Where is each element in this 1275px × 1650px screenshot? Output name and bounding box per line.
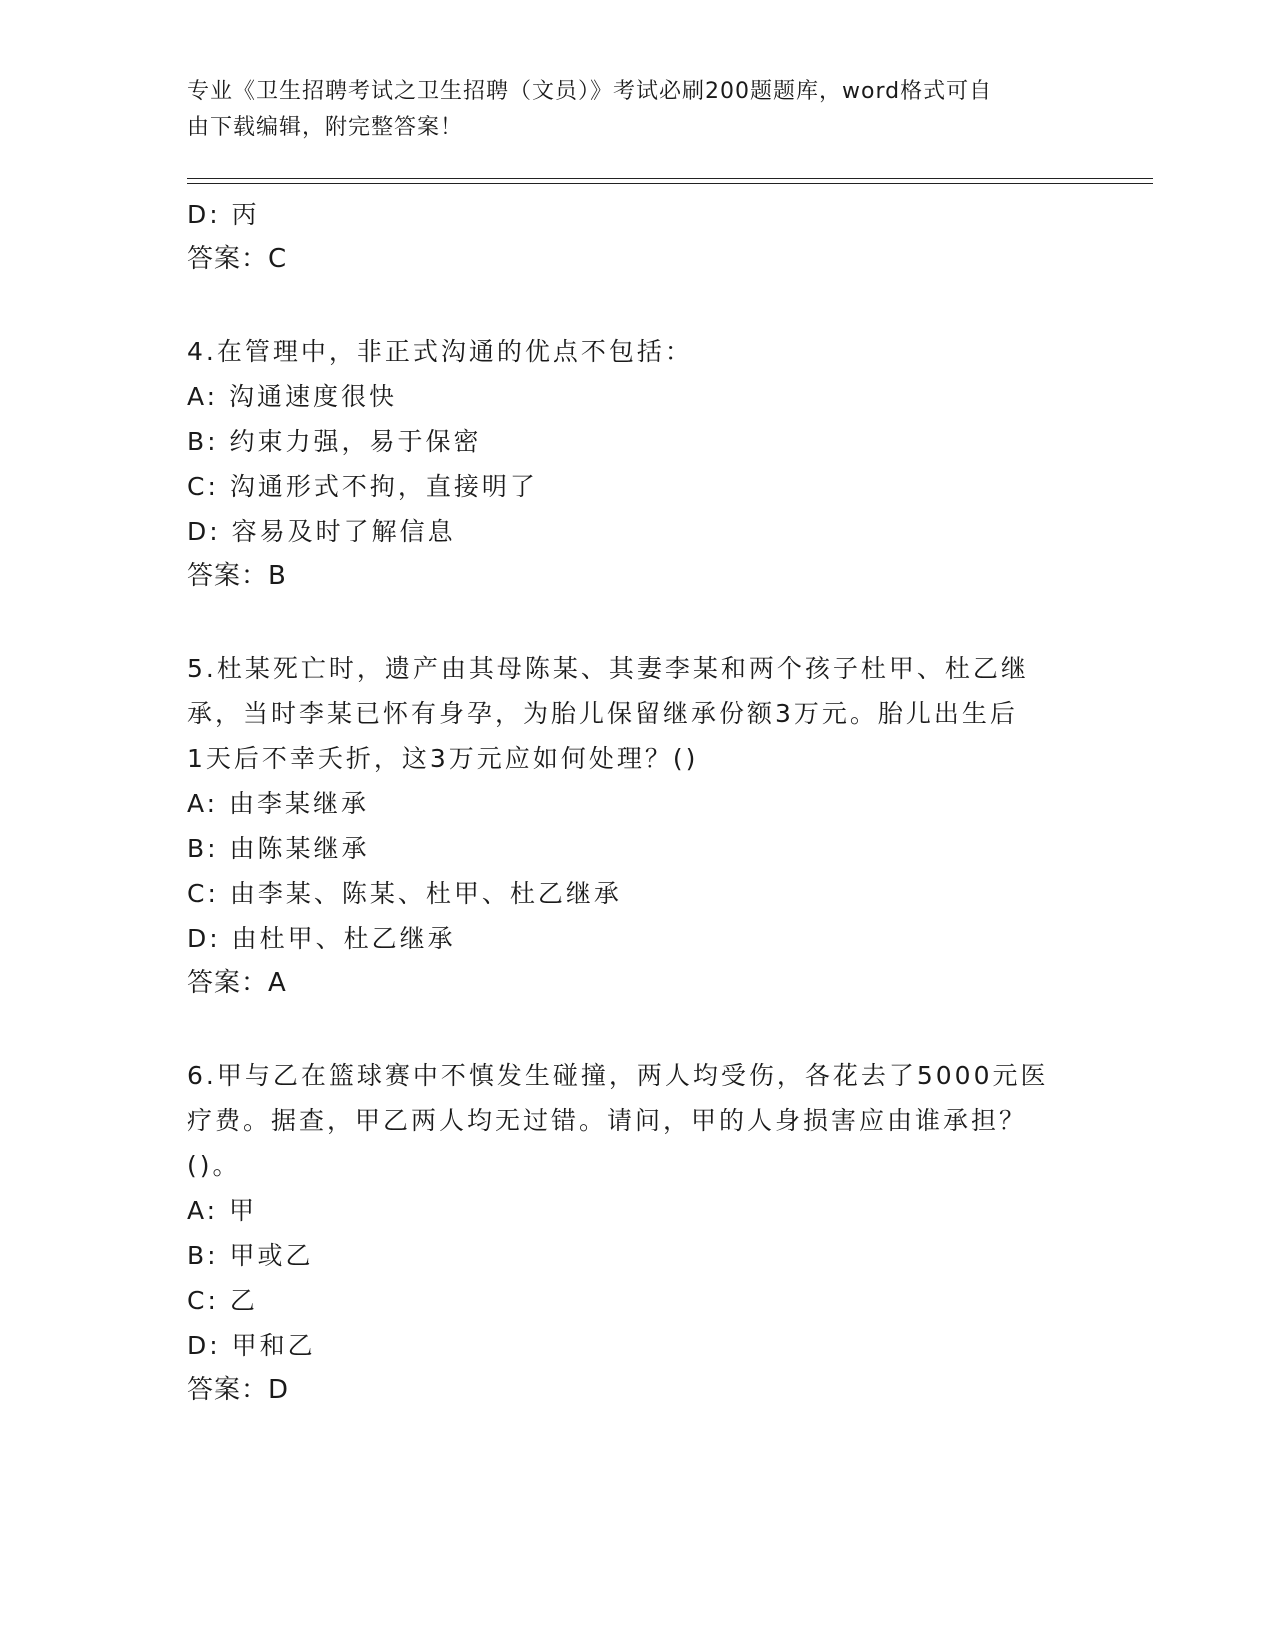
answer: 答案：C [187, 244, 288, 274]
option-d: D: 容易及时了解信息 [187, 517, 456, 546]
answer: 答案：A [187, 968, 287, 998]
page-header [187, 74, 1067, 146]
question-text-line-2: 疗费。据查，甲乙两人均无过错。请问，甲的人身损害应由谁承担？ [187, 1106, 1028, 1135]
answer: 答案：D [187, 1375, 290, 1405]
question-text-line-3: 1天后不幸夭折，这3万元应如何处理？() [187, 744, 699, 773]
option-a: A: 沟通速度很快 [187, 382, 398, 411]
question-text-line-2: 承，当时李某已怀有身孕，为胎儿保留继承份额3万元。胎儿出生后 [187, 699, 1018, 728]
option-c: C: 由李某、陈某、杜甲、杜乙继承 [187, 879, 622, 908]
option-d: D: 甲和乙 [187, 1331, 316, 1360]
header-divider-bottom [187, 183, 1153, 184]
question-text-line-1: 6.甲与乙在篮球赛中不慎发生碰撞，两人均受伤，各花去了5000元医 [187, 1061, 1049, 1090]
header-divider-top [187, 178, 1153, 179]
header-line-2: 由下载编辑，附完整答案！ [187, 115, 464, 140]
question-text: 4.在管理中，非正式沟通的优点不包括： [187, 337, 693, 366]
option-a: A: 由李某继承 [187, 789, 370, 818]
question-5 [187, 646, 1087, 1006]
header-line-1: 专业《卫生招聘考试之卫生招聘（文员）》考试必刷200题题库，word格式可自 [187, 79, 993, 104]
option-b: B: 约束力强，易于保密 [187, 427, 482, 456]
question-text-line-3: ()。 [187, 1151, 241, 1180]
question-4 [187, 329, 1087, 599]
document-body [187, 192, 1087, 1413]
question-6 [187, 1053, 1087, 1413]
option-a: A: 甲 [187, 1196, 258, 1225]
option-d: D: 丙 [187, 200, 260, 229]
option-b: B: 甲或乙 [187, 1241, 314, 1270]
option-b: B: 由陈某继承 [187, 834, 370, 863]
question-text-line-1: 5.杜某死亡时，遗产由其母陈某、其妻李某和两个孩子杜甲、杜乙继 [187, 654, 1029, 683]
option-d: D: 由杜甲、杜乙继承 [187, 924, 456, 953]
answer: 答案：B [187, 561, 287, 591]
option-c: C: 乙 [187, 1286, 258, 1315]
option-c: C: 沟通形式不拘，直接明了 [187, 472, 538, 501]
